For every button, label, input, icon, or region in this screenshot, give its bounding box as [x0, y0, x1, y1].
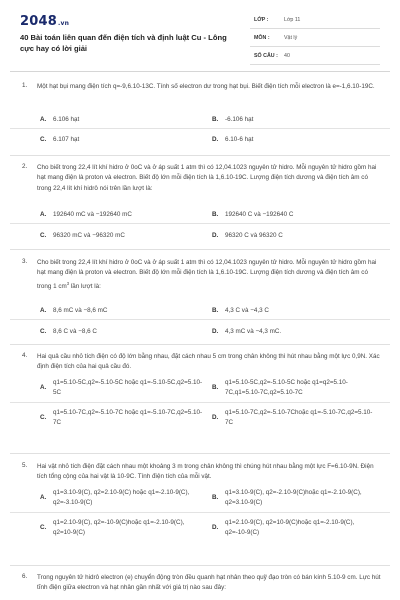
question-separator: [10, 565, 390, 566]
meta-row-subject: [250, 32, 380, 47]
option-letter: C.: [40, 414, 47, 421]
option-text: 8,6 C và −8,6 C: [53, 328, 97, 335]
question-number: 6.: [22, 573, 28, 580]
header-divider: [10, 71, 390, 72]
page-title: 40 Bài toán liên quan đến điện tích và định luật Cu - Lông cực hay có lời giải: [20, 33, 227, 53]
question-2: [10, 163, 390, 253]
option-text: 4,3 mC và −4,3 mC.: [225, 328, 282, 335]
option-letter: D.: [212, 136, 219, 143]
question-number: 5.: [22, 462, 28, 469]
option-letter: C.: [40, 232, 47, 239]
option-text: 6.10-6 hạt: [225, 136, 254, 143]
option-text: q1=3.10-9(C), q2=-2.10-9(C)hoặc q1=-2.10-9(C), q2=3.10-9(C): [225, 489, 362, 506]
meta-row-class: [250, 14, 380, 29]
question-5: [10, 462, 390, 562]
option-divider: [10, 512, 390, 513]
question-text: Cho biết trong 22,4 lít khí hidro ở 0oC và ở áp suất 1 atm thì có 12,04.1023 nguyên tử hidro. Mỗi nguyên tử hidro gồm hai hạt mang điện là proton và electron. Biết độ lớn mỗi điện tích là 1,6.10-19C. Lượng điện tích dương và điện tích âm có trong 22,4 lít khí hidrô nói trên lần lượt là:: [37, 164, 377, 192]
meta-value: 40: [284, 53, 290, 59]
option-text: q1=2.10-9(C), q2=-10-9(C)hoặc q1=-2.10-9(C), q2=10-9(C): [53, 519, 185, 536]
option-text: q1=5.10-7C,q2=-5.10-7C hoặc q1=-5.10-7C,q2=5.10-7C: [53, 409, 203, 426]
logo-text: 2048: [20, 14, 57, 29]
question-1: [10, 82, 390, 162]
option-divider: [10, 223, 390, 224]
question-number: 3.: [22, 258, 28, 265]
meta-key: SỐ CÂU :: [254, 53, 278, 59]
meta-value: Lớp 11: [284, 17, 301, 23]
option-text: q1=3.10-9(C), q2=2.10-9(C) hoặc q1=-2.10-9(C), q2=-3.10-9(C): [53, 489, 190, 506]
question-separator: [10, 155, 390, 156]
option-letter: A.: [40, 116, 47, 123]
option-text: 8,6 mC và −8,6 mC: [53, 307, 108, 314]
meta-value: Vật lý: [284, 35, 298, 41]
option-text: 4,3 C và −4,3 C: [225, 307, 269, 314]
option-text: 96320 C và 96320 C: [225, 232, 283, 239]
option-text: 96320 mC và −96320 mC: [53, 232, 125, 239]
question-text: [37, 258, 382, 292]
option-letter: C.: [40, 136, 47, 143]
option-divider: [10, 319, 390, 320]
question-text: Hai vật nhỏ tích điện đặt cách nhau một khoảng 3 m trong chân không thì chúng hút nhau bằng một lực F=6.10-9N. Điện tích tổng cộng của hai vật là 10-9C. Tính điện tích của mỗi vật.: [37, 463, 374, 481]
option-text: q1=5.10-5C,q2=-5.10-5C hoặc q1=-5.10-5C,q2=5.10-5C: [53, 379, 203, 396]
option-divider: [10, 128, 390, 129]
question-3: [10, 258, 390, 348]
meta-panel: [250, 14, 380, 68]
option-text: 6.106 hạt: [53, 116, 80, 123]
option-letter: D.: [212, 524, 219, 531]
option-text: 192640 C và −192640 C: [225, 211, 294, 218]
question-separator: [10, 453, 390, 454]
option-text: 6.107 hạt: [53, 136, 80, 143]
option-text: q1=5.10-7C,q2=-5.10-7Choặc q1=-5.10-7C,q2=5.10-7C: [225, 409, 373, 426]
option-text: 192640 mC và −192640 mC: [53, 211, 132, 218]
option-text: -6.106 hạt: [225, 116, 254, 123]
meta-key: LỚP :: [254, 17, 269, 23]
option-text: q1=5.10-5C,q2=-5.10-5C hoặc q1=q2=5.10-7C,q1=5.10-7C,q2=5.10-7C: [225, 379, 348, 396]
question-text: Trong nguyên tử hidrô electron (e) chuyển động tròn đều quanh hạt nhân theo quỹ đạo tròn có bán kính 5.10-9 cm. Lực hút tĩnh điện giữa electron và hạt nhân gần nhất với giá trị nào sau đây:: [37, 574, 381, 592]
question-6: [10, 573, 390, 599]
option-letter: D.: [212, 232, 219, 239]
meta-key: MÔN :: [254, 35, 270, 41]
question-text: Một hạt bụi mang điện tích q=-9,6.10-13C. Tính số electron dư trong hạt bụi. Biết điện tích mỗi electron là e=-1,6.10-19C.: [37, 83, 375, 90]
option-letter: B.: [212, 384, 219, 391]
option-letter: A.: [40, 384, 47, 391]
option-letter: A.: [40, 211, 47, 218]
question-4: [10, 352, 390, 452]
option-divider: [10, 402, 390, 403]
question-text: Hai quả cầu nhỏ tích điện có độ lớn bằng nhau, đặt cách nhau 5 cm trong chân không thì hút nhau bằng một lực 0,9N. Xác định điện tích của hai quả cầu đó.: [37, 353, 380, 371]
option-letter: A.: [40, 307, 47, 314]
option-letter: C.: [40, 524, 47, 531]
option-letter: C.: [40, 328, 47, 335]
site-logo[interactable]: [20, 14, 69, 29]
option-letter: D.: [212, 328, 219, 335]
question-text-sup: 3: [66, 280, 70, 286]
option-letter: A.: [40, 494, 47, 501]
question-number: 4.: [22, 352, 28, 359]
question-separator: [10, 249, 390, 250]
option-letter: B.: [212, 116, 219, 123]
question-number: 2.: [22, 163, 28, 170]
logo-suffix: .vn: [57, 20, 70, 27]
option-letter: D.: [212, 414, 219, 421]
option-letter: B.: [212, 211, 219, 218]
question-separator: [10, 344, 390, 345]
option-letter: B.: [212, 307, 219, 314]
question-number: 1.: [22, 82, 28, 89]
question-text-tail: lần lượt là:: [69, 282, 101, 290]
option-text: q1=2.10-9(C), q2=10-9(C)hoặc q1=-2.10-9(C), q2=-10-9(C): [225, 519, 355, 536]
meta-row-count: [250, 50, 380, 65]
question-text-main: Cho biết trong 22,4 lít khí hidro ở 0oC và ở áp suất 1 atm thì có 12,04.1023 nguyên tử hidro. Mỗi nguyên tử hidro gồm hai hạt mang điện là proton và electron. Biết độ lớn mỗi điện tích là 1,6.10-19C. Lượng điện tích dương và điện tích âm có trong 1 cm: [37, 259, 377, 290]
page-header: [0, 0, 400, 72]
option-letter: B.: [212, 494, 219, 501]
